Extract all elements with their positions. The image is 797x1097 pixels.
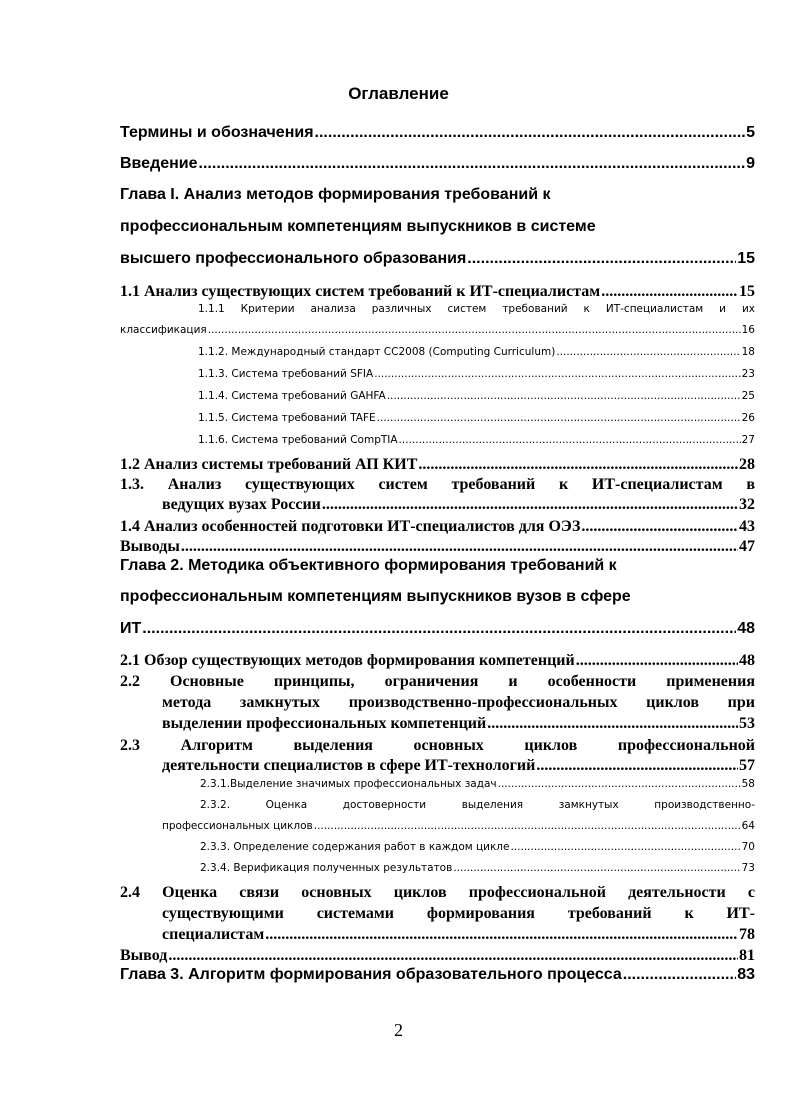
- entry-page: 25: [741, 390, 755, 402]
- toc-entry-conclusion-2[interactable]: [120, 947, 755, 965]
- entry-text: Вывод: [120, 947, 168, 964]
- entry-text: 1.4 Анализ особенностей подготовки ИТ-специалистов для ОЭЗ: [120, 518, 581, 535]
- chapter-1-line-2: профессиональным компетенциям выпускников в системе: [120, 218, 596, 235]
- entry-text: выделении профессиональных компетенций: [162, 715, 487, 732]
- entry-text: ведущих вузах России: [162, 496, 321, 513]
- entry-text: 2.3.3. Определение содержания работ в каждом цикле: [200, 841, 510, 853]
- entry-page: 47: [739, 538, 755, 555]
- entry-text: 1.1 Анализ существующих систем требований к ИТ-специалистам: [120, 283, 601, 300]
- entry-text: профессиональных циклов: [162, 820, 313, 832]
- toc-entry-2-3-1[interactable]: [200, 778, 755, 790]
- entry-page: 83: [737, 966, 755, 983]
- entry-text: Введение: [120, 155, 198, 172]
- toc-entry-2-2-line-2: метода замкнутых производственно-профессиональных циклов при: [162, 694, 755, 711]
- toc-entry-1-2[interactable]: [120, 456, 755, 474]
- entry-text: высшего профессионального образования: [120, 250, 467, 267]
- entry-page: 81: [739, 947, 755, 964]
- entry-text: 1.1.2. Международный стандарт CC2008 (Computing Curriculum): [198, 346, 556, 358]
- entry-text: деятельности специалистов в сфере ИТ-технологий: [162, 757, 536, 774]
- entry-text: Термины и обозначения: [120, 124, 314, 141]
- toc-entry-2-2[interactable]: [162, 715, 755, 733]
- toc-entry-2-3-2-line-1: 2.3.2. Оценка достоверности выделения замкнутых производственно-: [200, 799, 755, 811]
- toc-entry-chapter-3[interactable]: [120, 966, 755, 984]
- entry-page: 15: [739, 283, 755, 300]
- entry-page: 43: [739, 518, 755, 535]
- entry-text: классификация: [120, 324, 207, 336]
- entry-page: 58: [741, 778, 755, 790]
- toc-entry-1-3-line-1: 1.3. Анализ существующих систем требований к ИТ-специалистам в: [120, 476, 755, 493]
- toc-entry-2-4-line-1: 2.4 Оценка связи основных циклов профессиональной деятельности с: [120, 884, 755, 901]
- toc-title: Оглавление: [348, 84, 449, 103]
- entry-text: Выводы: [120, 538, 180, 555]
- entry-page: 64: [741, 820, 755, 832]
- entry-page: 9: [746, 155, 755, 172]
- chapter-2-line-1: Глава 2. Методика объективного формирования требований к: [120, 557, 617, 574]
- entry-text: 1.1.3. Система требований SFIA: [198, 368, 374, 380]
- entry-text: 2.3.4. Верификация полученных результатов: [200, 862, 453, 874]
- toc-entry-2-4-line-2: существующими системами формирования требований к ИТ-: [162, 905, 755, 922]
- toc-entry-2-3-3[interactable]: [200, 841, 755, 853]
- entry-page: 70: [741, 841, 755, 853]
- entry-text: ИТ: [120, 620, 142, 637]
- toc-entry-2-3-2[interactable]: [162, 820, 755, 832]
- toc-entry-chapter-1[interactable]: [120, 250, 755, 268]
- toc-entry-1-3[interactable]: [162, 496, 755, 514]
- entry-page: 27: [741, 434, 755, 446]
- entry-text: Глава 3. Алгоритм формирования образовательного процесса: [120, 966, 622, 983]
- entry-text: специалистам: [162, 926, 265, 943]
- chapter-1-line-1: Глава I. Анализ методов формирования требований к: [120, 186, 551, 203]
- entry-text: 2.3.1.Выделение значимых профессиональных задач: [200, 778, 497, 790]
- toc-entry-intro[interactable]: [120, 155, 755, 173]
- entry-page: 26: [741, 412, 755, 424]
- entry-page: 18: [741, 346, 755, 358]
- toc-entry-2-3[interactable]: [162, 757, 755, 775]
- entry-page: 16: [741, 324, 755, 336]
- entry-page: 32: [739, 496, 755, 513]
- entry-text: 1.1.6. Система требований CompTIA: [198, 434, 398, 446]
- toc-entry-2-1[interactable]: [120, 652, 755, 670]
- entry-text: 1.1.4. Система требований GAHFA: [198, 390, 386, 402]
- toc-entry-1-1-1[interactable]: [120, 324, 755, 336]
- toc-entry-chapter-2[interactable]: [120, 620, 755, 638]
- entry-page: 5: [746, 124, 755, 141]
- entry-page: 48: [737, 620, 755, 637]
- toc-entry-1-1-2[interactable]: [198, 346, 755, 358]
- entry-page: 73: [741, 862, 755, 874]
- entry-page: 78: [739, 926, 755, 943]
- toc-entry-1-1-6[interactable]: [198, 434, 755, 446]
- toc-entry-conclusions-1[interactable]: [120, 538, 755, 556]
- toc-entry-1-1-3[interactable]: [198, 368, 755, 380]
- toc-entry-2-3-line-1: 2.3 Алгоритм выделения основных циклов профессиональной: [120, 737, 755, 754]
- entry-page: 53: [739, 715, 755, 732]
- page-number: 2: [394, 1020, 403, 1040]
- toc-entry-1-1-1-line-1: 1.1.1 Критерии анализа различных систем требований к ИТ-специалистам и их: [198, 303, 755, 315]
- entry-text: 1.2 Анализ системы требований АП КИТ: [120, 456, 418, 473]
- toc-entry-terms[interactable]: [120, 124, 755, 142]
- toc-entry-1-1-4[interactable]: [198, 390, 755, 402]
- entry-page: 48: [739, 652, 755, 669]
- toc-entry-1-1[interactable]: [120, 283, 755, 301]
- toc-entry-2-3-4[interactable]: [200, 862, 755, 874]
- toc-entry-1-4[interactable]: [120, 518, 755, 536]
- entry-page: 23: [741, 368, 755, 380]
- entry-page: 28: [739, 456, 755, 473]
- toc-entry-2-4[interactable]: [162, 926, 755, 944]
- entry-text: 2.1 Обзор существующих методов формирования компетенций: [120, 652, 575, 669]
- entry-page: 15: [737, 250, 755, 267]
- entry-text: 1.1.5. Система требований TAFE: [198, 412, 376, 424]
- toc-entry-2-2-line-1: 2.2 Основные принципы, ограничения и особенности применения: [120, 673, 755, 690]
- toc-entry-1-1-5[interactable]: [198, 412, 755, 424]
- chapter-2-line-2: профессиональным компетенциям выпускников вузов в сфере: [120, 588, 631, 605]
- entry-page: 57: [739, 757, 755, 774]
